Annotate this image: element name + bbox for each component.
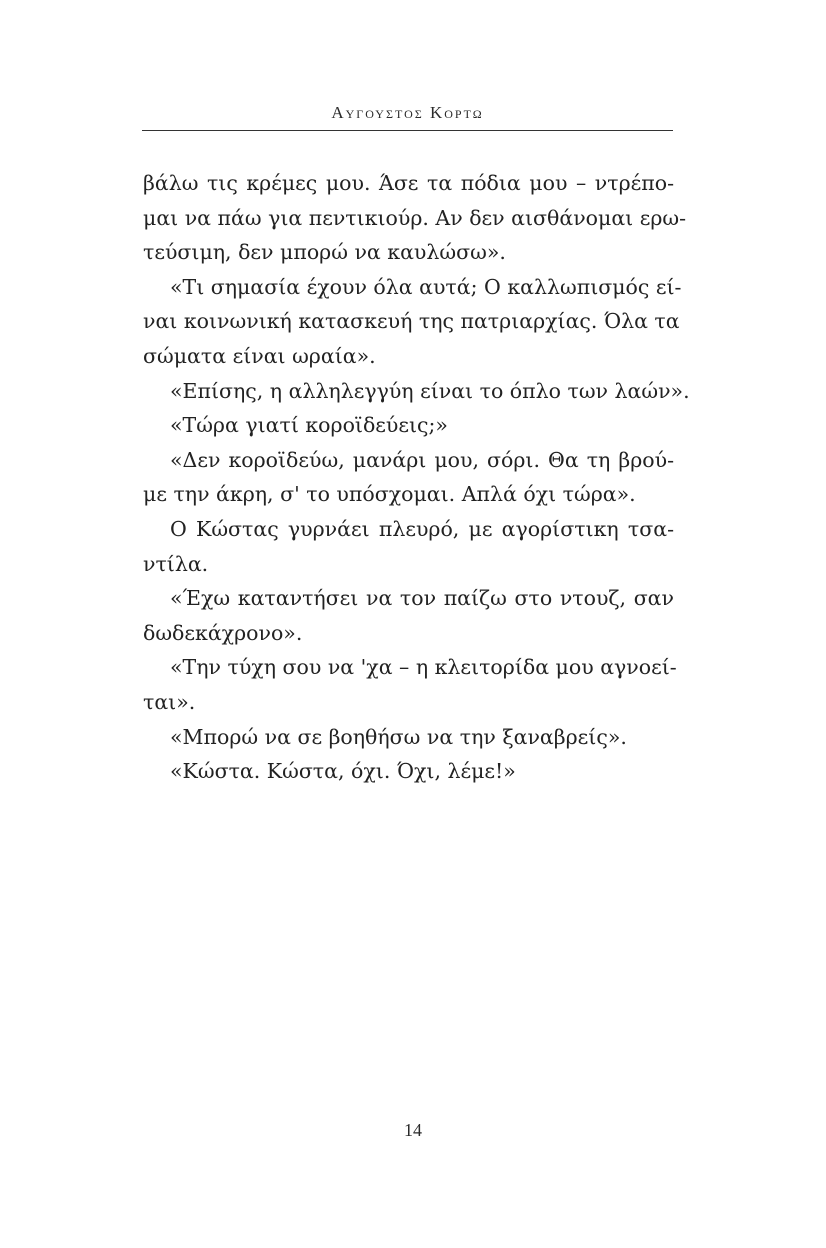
header-rule xyxy=(142,130,673,131)
text-line: με την άκρη, σ' το υπόσχομαι. Απλά όχι τώρα». xyxy=(143,482,636,507)
page-number: 14 xyxy=(404,1120,422,1140)
text-line: ντίλα. xyxy=(143,551,209,576)
text-line: σώματα είναι ωραία». xyxy=(143,343,376,368)
text-line: δωδεκάχρονο». xyxy=(143,620,303,645)
text-line: τεύσιμη, δεν μπορώ να καυλώσω». xyxy=(143,240,506,265)
text-line: «Μπορώ να σε βοηθήσω να την ξαναβρείς». xyxy=(170,724,627,749)
text-line: «Τώρα γιατί κοροϊδεύεις;» xyxy=(170,413,448,438)
running-head: Αυγουστος Κορτω xyxy=(331,103,484,122)
text-line: «Τι σημασία έχουν όλα αυτά; Ο καλλωπισμός εί- xyxy=(170,274,682,299)
text-line: ναι κοινωνική κατασκευή της πατριαρχίας. Όλα τα xyxy=(143,309,680,334)
text-line: «Κώστα. Κώστα, όχι. Όχι, λέμε!» xyxy=(170,759,516,784)
text-line: ται». xyxy=(143,689,196,714)
text-line: Ο Κώστας γυρνάει πλευρό, με αγορίστικη τσα- xyxy=(170,516,674,541)
text-line: βάλω τις κρέμες μου. Άσε τα πόδια μου – ντρέπο- xyxy=(143,171,674,195)
body-text xyxy=(143,166,690,789)
text-line: μαι να πάω για πεντικιούρ. Αν δεν αισθάνομαι ερω- xyxy=(143,205,687,230)
text-line: «Έχω καταντήσει να τον παίζω στο ντουζ, σαν xyxy=(170,586,674,611)
text-line: «Δεν κοροϊδεύω, μανάρι μου, σόρι. Θα τη βρού- xyxy=(170,447,674,472)
text-line: «Την τύχη σου να 'χα – η κλειτορίδα μου αγνοεί- xyxy=(170,655,677,680)
text-line: «Επίσης, η αλληλεγγύη είναι το όπλο των λαών». xyxy=(170,378,690,403)
